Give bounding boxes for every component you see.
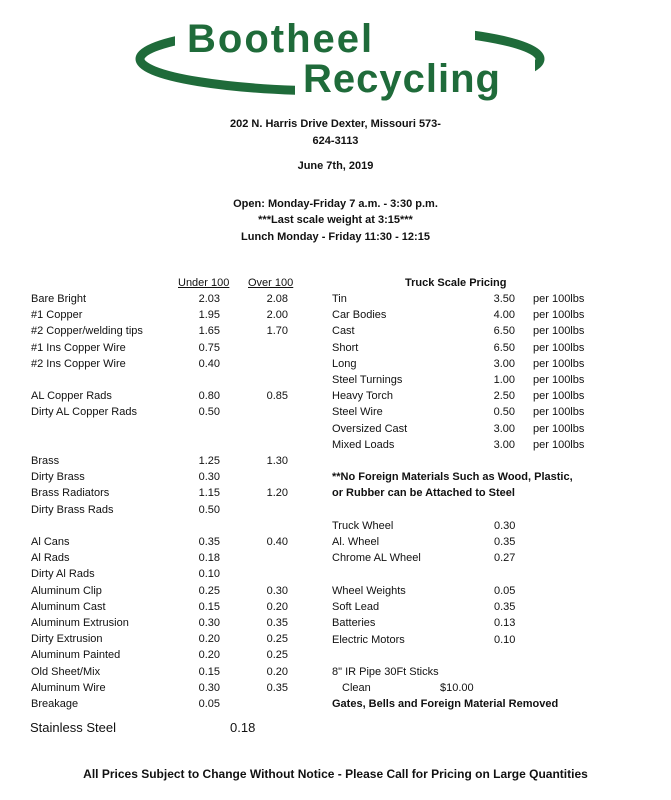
under-100-price: 0.10 [198,568,220,581]
under-100-price: 1.95 [198,309,220,322]
truck-item-name: Car Bodies [332,309,387,322]
truck-item-unit: per 100lbs [533,438,585,451]
metal-name: Aluminum Cast [31,600,106,613]
truck-item-name: Mixed Loads [332,438,395,451]
metal-name: Old Sheet/Mix [31,665,101,678]
under-100-price: 0.20 [198,633,220,646]
metal-name: Dirty Al Rads [31,568,95,581]
metal-name: Aluminum Clip [31,584,102,597]
over-100-price: 1.70 [266,325,288,338]
truck-item-name: Long [332,357,357,370]
truck-scale-title: Truck Scale Pricing [405,277,507,289]
over-100-price: 0.30 [266,584,288,597]
over-100-price: 0.25 [266,649,288,662]
over-100-price: 0.40 [266,536,288,548]
metal-name: #2 Copper/welding tips [31,325,143,338]
metal-name: Bare Bright [31,293,87,305]
wheel-item-name: Al. Wheel [332,536,380,549]
over-100-price: 0.35 [266,681,288,694]
truck-item-unit: per 100lbs [533,309,585,322]
date: June 7th, 2019 [297,160,374,172]
under-100-price: 0.15 [198,600,220,613]
metal-name: Brass Radiators [31,487,110,500]
truck-item-price: 1.00 [493,374,515,386]
under-100-price: 0.30 [198,617,220,629]
metal-name: Brass [31,455,60,467]
truck-item-price: 6.50 [493,325,515,338]
last-scale-note: ***Last scale weight at 3:15*** [258,214,413,226]
over-100-header: Over 100 [248,277,294,289]
pipe-label: 8" IR Pipe 30Ft Sticks [332,666,439,678]
metal-name: Dirty Extrusion [31,633,103,646]
truck-item-price: 3.50 [493,293,515,305]
clean-label: Clean [342,682,371,694]
under-100-price: 0.15 [198,665,220,678]
address-line-2: 624-3113 [312,135,359,147]
under-100-price: 0.05 [198,698,220,710]
truck-item-price: 3.00 [493,422,515,435]
truck-item-price: 2.50 [493,390,515,403]
metal-name: #1 Copper [31,309,83,322]
over-100-price: 1.20 [266,487,288,500]
misc-item-price: 0.13 [494,617,516,630]
wheel-item-price: 0.30 [494,520,516,532]
over-100-price: 2.08 [266,293,288,305]
truck-item-unit: per 100lbs [533,341,585,354]
under-100-price: 0.30 [198,471,220,484]
metal-name: Aluminum Extrusion [31,617,129,629]
over-100-price: 0.25 [266,633,288,646]
under-100-price: 1.65 [198,325,220,338]
metal-name: Al Rads [31,552,70,565]
misc-item-name: Electric Motors [332,633,405,646]
under-100-price: 0.80 [198,390,220,403]
truck-item-price: 3.00 [493,438,515,451]
truck-item-price: 6.50 [493,341,515,354]
metal-name: #1 Ins Copper Wire [31,341,126,354]
metal-name: Dirty Brass Rads [31,503,114,516]
truck-item-name: Tin [332,293,347,305]
under-100-header: Under 100 [178,277,230,289]
foreign-materials-note-1: **No Foreign Materials Such as Wood, Plastic, [332,471,573,483]
metal-name: Aluminum Wire [31,681,106,694]
wheel-item-price: 0.27 [494,552,516,565]
wheel-item-name: Truck Wheel [332,520,394,532]
under-100-price: 0.18 [198,552,220,565]
under-100-price: 0.40 [198,357,220,370]
stainless-steel-label: Stainless Steel [30,720,116,735]
misc-item-name: Batteries [332,617,376,630]
misc-item-name: Soft Lead [332,601,380,614]
metal-name: Al Cans [31,536,70,548]
under-100-price: 1.15 [198,487,220,500]
truck-item-name: Steel Wire [332,406,383,419]
over-100-price: 1.30 [266,455,288,467]
metal-name: Aluminum Painted [31,649,121,662]
under-100-price: 0.30 [198,681,220,694]
truck-item-unit: per 100lbs [533,357,585,370]
svg-text:Bootheel: Bootheel [187,17,375,61]
truck-item-unit: per 100lbs [533,406,585,419]
under-100-price: 0.50 [198,503,220,516]
truck-item-name: Steel Turnings [332,374,403,386]
truck-item-price: 0.50 [493,406,515,419]
truck-item-unit: per 100lbs [533,293,585,305]
truck-item-unit: per 100lbs [533,390,585,403]
footer-notice: All Prices Subject to Change Without Notice - Please Call for Pricing on Large Quantities [83,767,588,781]
under-100-price: 0.50 [198,406,220,419]
metal-name: Breakage [31,698,79,710]
under-100-price: 0.75 [198,341,220,354]
wheel-item-price: 0.35 [494,536,516,549]
svg-text:Recycling: Recycling [303,57,501,101]
under-100-price: 0.20 [198,649,220,662]
truck-item-name: Short [332,341,359,354]
over-100-price: 0.85 [266,390,288,403]
truck-item-price: 3.00 [493,357,515,370]
metal-name: #2 Ins Copper Wire [31,357,126,370]
under-100-price: 0.25 [198,584,220,597]
stainless-steel-price: 0.18 [230,720,256,735]
foreign-materials-note-2: or Rubber can be Attached to Steel [332,487,515,499]
lunch-hours: Lunch Monday - Friday 11:30 - 12:15 [241,231,430,243]
under-100-price: 1.25 [198,455,220,467]
truck-item-price: 4.00 [493,309,515,322]
misc-item-price: 0.35 [494,601,516,614]
metal-name: AL Copper Rads [31,390,112,403]
truck-item-unit: per 100lbs [533,374,585,386]
misc-item-price: 0.10 [494,633,516,646]
truck-item-unit: per 100lbs [533,422,585,435]
misc-item-price: 0.05 [494,585,516,597]
hours: Open: Monday-Friday 7 a.m. - 3:30 p.m. [233,198,438,210]
over-100-price: 0.35 [266,617,288,629]
gates-note: Gates, Bells and Foreign Material Removed [332,698,559,710]
truck-item-name: Oversized Cast [332,422,408,435]
truck-item-name: Cast [332,325,355,338]
metal-name: Dirty AL Copper Rads [31,406,137,419]
bootheel-recycling-logo [135,14,555,104]
wheel-item-name: Chrome AL Wheel [332,552,421,565]
over-100-price: 0.20 [266,665,288,678]
under-100-price: 2.03 [198,293,220,305]
misc-item-name: Wheel Weights [332,585,406,597]
under-100-price: 0.35 [198,536,220,548]
address-line-1: 202 N. Harris Drive Dexter, Missouri 573- [230,118,441,130]
clean-price: $10.00 [440,682,474,694]
over-100-price: 0.20 [266,600,288,613]
truck-item-name: Heavy Torch [332,390,393,403]
metal-name: Dirty Brass [31,471,85,484]
truck-item-unit: per 100lbs [533,325,585,338]
over-100-price: 2.00 [266,309,288,322]
